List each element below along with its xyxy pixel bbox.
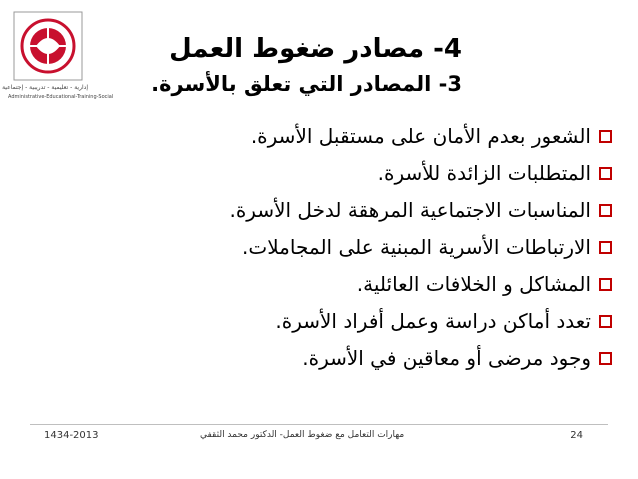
footer-divider	[30, 424, 608, 425]
bullet-text: الارتباطات الأسرية المبنية على المجاملات.	[242, 235, 591, 259]
bullet-item	[142, 231, 612, 263]
checkbox-bullet-icon	[599, 204, 612, 217]
bullet-list	[142, 120, 612, 379]
checkbox-bullet-icon	[599, 130, 612, 143]
logo-caption-ar: إدارية - تعليمية - تدريبية - إجتماعية	[2, 84, 88, 91]
bullet-item	[142, 120, 612, 152]
bullet-item	[142, 194, 612, 226]
footer-title: مهارات التعامل مع ضغوط العمل- الدكتور محمد الثقفي	[200, 430, 405, 440]
bullet-text: المشاكل و الخلافات العائلية.	[356, 272, 591, 296]
checkbox-bullet-icon	[599, 315, 612, 328]
bullet-text: تعدد أماكن دراسة وعمل أفراد الأسرة.	[275, 309, 591, 333]
bullet-text: المتطلبات الزائدة للأسرة.	[377, 161, 591, 185]
bullet-text: الشعور بعدم الأمان على مستقبل الأسرة.	[250, 124, 591, 148]
page-number: 24	[570, 430, 583, 441]
organization-logo	[2, 8, 114, 104]
logo-caption-en: Administrative-Educational-Training-Social	[8, 94, 114, 100]
checkbox-bullet-icon	[599, 278, 612, 291]
checkbox-bullet-icon	[599, 167, 612, 180]
bullet-text: وجود مرضى أو معاقين في الأسرة.	[302, 346, 591, 370]
slide-subtitle: 3- المصادر التي تعلق بالأسرة.	[151, 72, 462, 96]
bullet-item	[142, 342, 612, 374]
bullet-text: المناسبات الاجتماعية المرهقة لدخل الأسرة.	[229, 198, 591, 222]
bullet-item	[142, 157, 612, 189]
footer-year: 1434-2013	[44, 430, 99, 441]
bullet-item	[142, 268, 612, 300]
checkbox-bullet-icon	[599, 241, 612, 254]
bullet-item	[142, 305, 612, 337]
slide-title: 4- مصادر ضغوط العمل	[169, 34, 462, 64]
checkbox-bullet-icon	[599, 352, 612, 365]
